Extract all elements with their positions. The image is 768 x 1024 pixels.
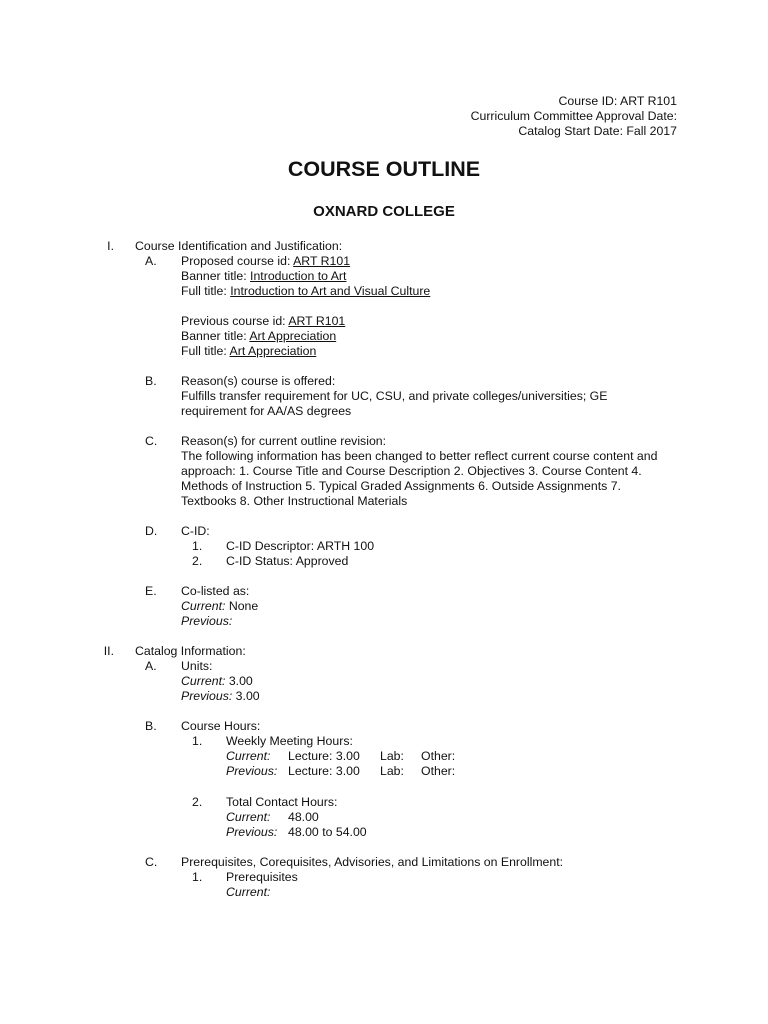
proposed-banner-title — [181, 269, 346, 284]
previous-value: 48.00 to 54.00 — [288, 825, 367, 839]
course-id-line: Course ID: ART R101 — [558, 94, 677, 108]
prerequisites-heading: Prerequisites — [226, 870, 298, 884]
catalog-start-line: Catalog Start Date: Fall 2017 — [518, 124, 677, 138]
list-number: 1. — [192, 734, 203, 748]
field-value: Art Appreciation — [249, 329, 337, 343]
total-hours-heading: Total Contact Hours: — [226, 795, 338, 809]
item-heading: Units: — [181, 659, 213, 673]
field-label: Full title: — [181, 344, 230, 358]
approval-date-line: Curriculum Committee Approval Date: — [470, 109, 677, 123]
field-label: Banner title: — [181, 269, 251, 283]
previous-label: Previous: — [181, 689, 233, 703]
current-lab: Lab: — [380, 749, 404, 763]
section-heading: Catalog Information: — [135, 644, 246, 658]
item-letter: A. — [145, 254, 157, 268]
field-label: Proposed course id: — [181, 254, 294, 268]
section-heading: Course Identification and Justification: — [135, 239, 343, 253]
list-number: 1. — [192, 539, 203, 553]
current-lecture: Lecture: 3.00 — [288, 749, 360, 763]
previous-label: Previous: — [226, 825, 278, 839]
section-number: I. — [107, 239, 114, 253]
item-letter: C. — [145, 434, 158, 448]
current-line — [181, 599, 258, 614]
field-value: Art Appreciation — [229, 344, 317, 358]
item-heading: Co-listed as: — [181, 584, 250, 598]
page-title: COURSE OUTLINE — [287, 157, 481, 181]
previous-other: Other: — [421, 764, 456, 778]
list-number: 2. — [192, 795, 203, 809]
item-paragraph: The following information has been changed to better reflect current course content and approach: 1. Course Title and Course Description 2. Objectives 3. Course Content 4. Methods of Instruction 5. Typical Graded Assignments 6. Outside Assignments 7. Textbooks 8. Other Instructional Materials — [181, 449, 658, 508]
field-label: Full title: — [181, 284, 231, 298]
item-heading: Reason(s) course is offered: — [181, 374, 336, 388]
item-letter: D. — [145, 524, 158, 538]
item-letter: B. — [145, 719, 157, 733]
current-value: None — [225, 599, 259, 613]
current-value: 3.00 — [225, 674, 253, 688]
field-value: Introduction to Art and Visual Culture — [230, 284, 431, 298]
field-value: Introduction to Art — [250, 269, 347, 283]
item-letter: B. — [145, 374, 157, 388]
item-heading: Prerequisites, Corequisites, Advisories, and Limitations on Enrollment: — [181, 855, 564, 869]
current-label: Current: — [226, 810, 271, 824]
previous-label: Previous: — [181, 614, 233, 628]
previous-value: 3.00 — [232, 689, 260, 703]
item-heading: C-ID: — [181, 524, 210, 538]
current-label: Current: — [226, 749, 271, 763]
previous-lab: Lab: — [380, 764, 404, 778]
section-number: II. — [103, 644, 114, 658]
previous-banner-title — [181, 329, 336, 344]
previous-lecture: Lecture: 3.00 — [288, 764, 360, 778]
item-letter: C. — [145, 855, 158, 869]
weekly-hours-heading: Weekly Meeting Hours: — [226, 734, 353, 748]
list-item: C-ID Descriptor: ARTH 100 — [226, 539, 375, 553]
item-heading: Course Hours: — [181, 719, 261, 733]
previous-label: Previous: — [226, 764, 278, 778]
item-heading: Reason(s) for current outline revision: — [181, 434, 387, 448]
current-line — [181, 674, 253, 689]
current-label: Current: — [226, 885, 271, 899]
list-item: C-ID Status: Approved — [226, 554, 349, 568]
field-label: Banner title: — [181, 329, 250, 343]
proposed-full-title — [181, 284, 430, 299]
current-label: Current: — [181, 599, 226, 613]
field-label: Previous course id: — [181, 314, 289, 328]
field-value: ART R101 — [293, 254, 351, 268]
current-label: Current: — [181, 674, 226, 688]
item-paragraph: Fulfills transfer requirement for UC, CSU, and private colleges/universities; GE requirement for AA/AS degrees — [181, 389, 608, 418]
previous-course-id — [181, 314, 345, 329]
proposed-course-id — [181, 254, 350, 269]
item-letter: E. — [145, 584, 157, 598]
previous-line — [181, 689, 260, 704]
previous-full-title — [181, 344, 316, 359]
list-number: 2. — [192, 554, 203, 568]
item-letter: A. — [145, 659, 157, 673]
current-value: 48.00 — [288, 810, 319, 824]
list-number: 1. — [192, 870, 203, 884]
current-other: Other: — [421, 749, 456, 763]
college-name: OXNARD COLLEGE — [313, 203, 455, 220]
field-value: ART R101 — [288, 314, 346, 328]
